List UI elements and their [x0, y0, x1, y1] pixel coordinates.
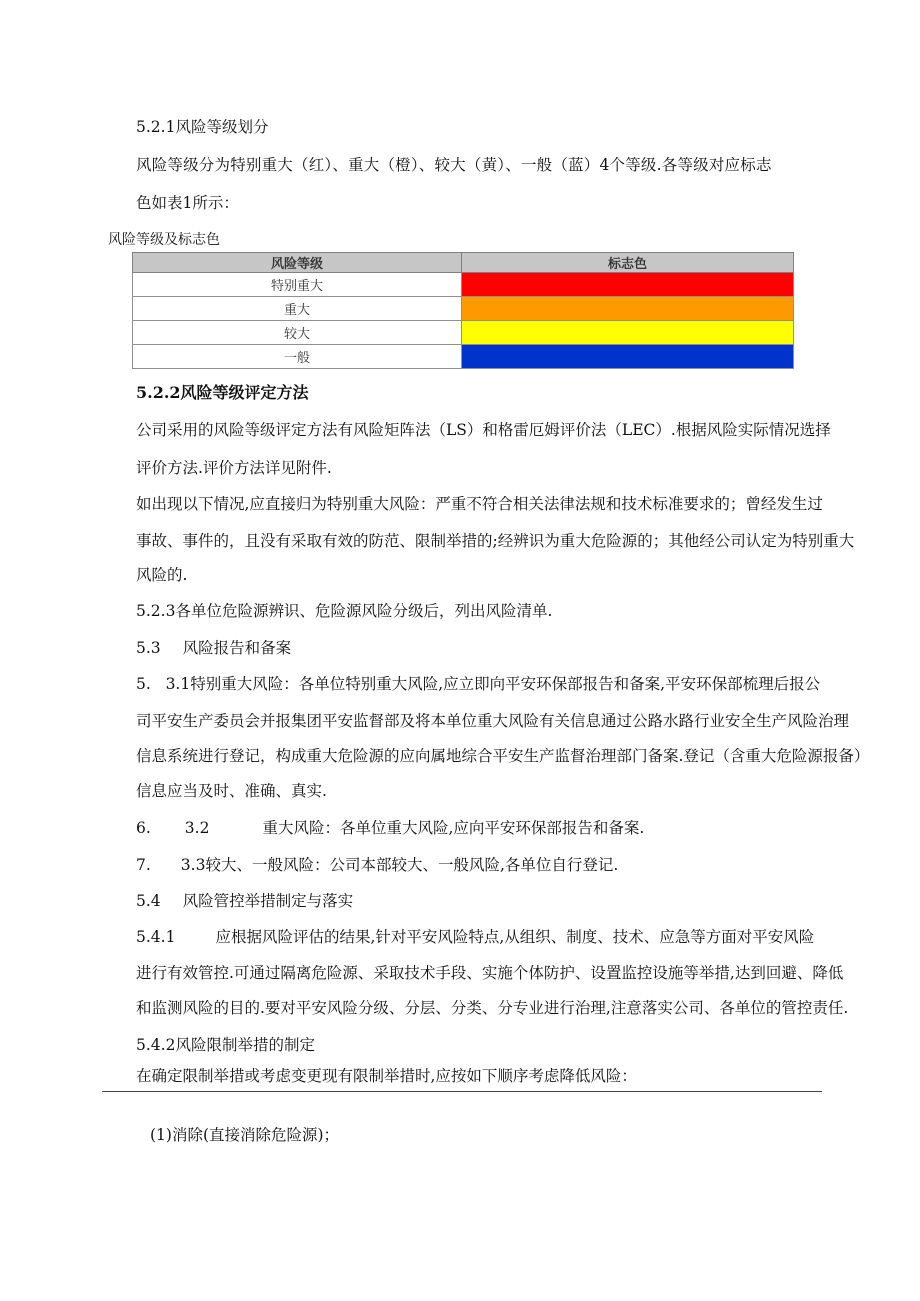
- item-number: 7.: [136, 856, 151, 874]
- item-number: 6.: [136, 819, 151, 837]
- paragraph-line: 事故、事件的，且没有采取有效的防范、限制举措的;经辨识为重大危险源的；其他经公司认定为特别重大: [136, 532, 855, 550]
- risk-level-cell: 重大: [133, 297, 462, 321]
- section-heading-5-2-1: 5.2.1风险等级划分: [136, 118, 269, 136]
- section-number: 5.4: [136, 892, 161, 910]
- section-heading-5-4: [136, 891, 353, 911]
- paragraph-line: 如出现以下情况,应直接归为特别重大风险：严重不符合相关法律法规和技术标准要求的；曾经发生过: [136, 495, 823, 513]
- table-row: [133, 273, 794, 297]
- color-swatch-red: [462, 273, 794, 297]
- paragraph-line: 信息应当及时、准确、真实.: [136, 782, 327, 800]
- color-swatch-orange: [462, 297, 794, 321]
- paragraph-line: 5. 3.1特别重大风险：各单位特别重大风险,应立即向平安环保部报告和备案,平安环保部梳理后报公: [136, 675, 821, 693]
- header-sign-color: 标志色: [462, 253, 794, 273]
- section-number: 5.3: [136, 639, 161, 657]
- risk-level-cell: 一般: [133, 345, 462, 369]
- list-item-7: [136, 855, 618, 875]
- risk-level-cell: 特别重大: [133, 273, 462, 297]
- section-number: 5.4.1: [136, 928, 176, 946]
- risk-level-table: [132, 252, 794, 369]
- paragraph-line: 司平安生产委员会并报集团平安监督部及将本单位重大风险有关信息通过公路水路行业安全生产风险治理: [136, 712, 850, 730]
- risk-level-cell: 较大: [133, 321, 462, 345]
- paragraph-line: 公司采用的风险等级评定方法有风险矩阵法（LS）和格雷厄姆评价法（LEC）.根据风险实际情况选择: [136, 421, 831, 439]
- paragraph-text: 应根据风险评估的结果,针对平安风险特点,从组织、制度、技术、应急等方面对平安风险: [215, 928, 815, 946]
- section-title: 风险管控举措制定与落实: [182, 892, 354, 910]
- list-item-eliminate: (1)消除(直接消除危险源)；: [150, 1126, 340, 1144]
- paragraph-line: 信息系统进行登记，构成重大危险源的应向属地综合平安生产监督治理部门备案.登记（含重大危险源报备）: [136, 747, 870, 765]
- color-swatch-blue: [462, 345, 794, 369]
- table-row: [133, 321, 794, 345]
- section-heading-5-4-2: 5.4.2风险限制举措的制定: [136, 1036, 315, 1054]
- section-title: 风险报告和备案: [182, 639, 292, 657]
- paragraph-line: 评价方法.评价方法详见附件.: [136, 459, 332, 477]
- paragraph-line: 风险的.: [136, 566, 188, 584]
- paragraph-line: 和监测风险的目的.要对平安风险分级、分层、分类、分专业进行治理,注意落实公司、各单位的管控责任.: [136, 999, 849, 1017]
- color-swatch-yellow: [462, 321, 794, 345]
- table-row: [133, 345, 794, 369]
- page-divider: [102, 1091, 822, 1092]
- header-risk-level: 风险等级: [133, 253, 462, 273]
- table-header-row: [133, 253, 794, 273]
- section-heading-5-2-2: 5.2.2风险等级评定方法: [136, 383, 309, 402]
- paragraph-line: 风险等级分为特别重大（红）、重大（橙）、较大（黄）、一般（蓝）4个等级.各等级对应标志: [136, 156, 772, 174]
- section-heading-5-3: [136, 638, 291, 658]
- item-text: 重大风险：各单位重大风险,应向平安环保部报告和备案.: [262, 819, 645, 837]
- paragraph-line: 进行有效管控.可通过隔离危险源、采取技术手段、实施个体防护、设置监控设施等举措,达到回避、降低: [136, 964, 844, 982]
- paragraph-line: [136, 927, 814, 947]
- table-caption: 风险等级及标志色: [108, 232, 220, 248]
- paragraph-line: 在确定限制举措或考虑变更现有限制举措时,应按如下顺序考虑降低风险：: [136, 1067, 637, 1085]
- list-item-6: [136, 818, 644, 838]
- item-text: 3.3较大、一般风险：公司本部较大、一般风险,各单位自行登记.: [180, 856, 619, 874]
- section-heading-5-2-3: 5.2.3各单位危险源辨识、危险源风险分级后，列出风险清单.: [136, 602, 553, 620]
- paragraph-line: 色如表1所示：: [136, 194, 239, 212]
- item-subnumber: 3.2: [184, 819, 210, 837]
- table-row: [133, 297, 794, 321]
